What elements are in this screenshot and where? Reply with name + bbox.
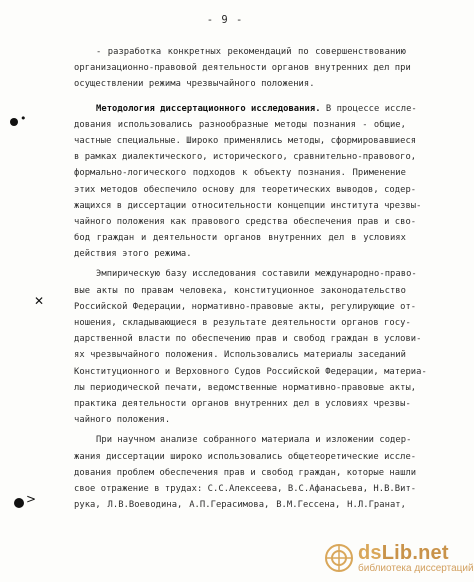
- text-line: жания диссертации широко использовались общетеоретические иссле-: [74, 451, 417, 462]
- margin-mark-3: >: [26, 492, 37, 506]
- margin-mark-1: •: [20, 112, 27, 125]
- text-line: ях чрезвычайного положения. Использовались материалы заседаний: [74, 350, 406, 361]
- text-line: осуществлении режима чрезвычайного положения.: [74, 79, 315, 90]
- margin-dot-2: [14, 498, 24, 508]
- dslib-watermark[interactable]: [324, 541, 474, 574]
- text-line: чайного положения.: [74, 415, 171, 426]
- text-fragment: В процессе иссле-: [320, 103, 417, 114]
- text-line: лы периодической печати, ведомственные нормативно-правовые акты,: [74, 382, 417, 393]
- margin-mark-2: ✕: [34, 294, 45, 308]
- paragraph-4: [74, 432, 417, 513]
- text-line: жащихся в диссертации относительности концепции института чрезвы-: [74, 200, 422, 211]
- text-line: формально-логического подходов к объекту познания. Применение: [74, 168, 406, 179]
- paragraph-3: [74, 266, 427, 428]
- document-body: [74, 44, 427, 513]
- text-line: частные специальные. Широко применялись методы, сформировавшиеся: [74, 135, 417, 146]
- dslib-tagline: библиотека диссертаций: [358, 562, 474, 574]
- text-line: [74, 101, 417, 117]
- text-line: Конституционного и Верховного Судов Российской Федерации, материа-: [74, 366, 427, 377]
- text-line: организационно-правовой деятельности органов внутренних дел при: [74, 63, 411, 74]
- text-line: действия этого режима.: [74, 249, 192, 260]
- text-line: в рамках диалектического, исторического, сравнительно-правового,: [74, 152, 417, 163]
- dslib-text: [358, 543, 474, 574]
- text-line: - разработка конкретных рекомендаций по совершенствованию: [96, 47, 406, 57]
- text-line: рука, Л.В.Воеводина, А.П.Герасимова, В.М.Гессена, Н.Л.Гранат,: [74, 500, 406, 511]
- dslib-site-suffix: Lib.net: [381, 541, 449, 564]
- text-line: Эмпирическую базу исследования составили международно-право-: [96, 269, 417, 280]
- dslib-site-prefix: ds: [358, 541, 382, 564]
- text-line: вые акты по правам человека, конституционное законодательство: [74, 285, 406, 296]
- text-line: При научном анализе собранного материала и изложении содер-: [96, 435, 412, 446]
- text-line: практика деятельности органов внутренних дел в условиях чрезвы-: [74, 398, 411, 409]
- text-line: Российской Федерации, нормативно-правовые акты, регулирующие от-: [74, 301, 417, 312]
- page-number: - 9 -: [206, 14, 244, 26]
- paragraph-1: [74, 44, 411, 93]
- text-line: дования использовались разнообразные методы познания - общие,: [74, 119, 406, 130]
- section-heading: Методология диссертационного исследования.: [96, 103, 321, 114]
- text-line: ношения, складывающиеся в результате деятельности органов госу-: [74, 318, 411, 328]
- text-line: свое отражение в трудах: С.С.Алексеева, В.С.Афанасьева, Н.В.Вит-: [74, 483, 417, 494]
- text-line: бод граждан и деятельности органов внутренних дел в условиях: [74, 233, 406, 244]
- text-line: дарственной власти по обеспечению прав и свобод граждан в услови-: [74, 334, 422, 345]
- text-line: чайного положения как правового средства обеспечения прав и сво-: [74, 216, 417, 227]
- paragraph-2: [74, 101, 422, 263]
- text-line: дования проблем обеспечения прав и свобод граждан, которые нашли: [74, 467, 417, 478]
- dslib-site-name: [358, 543, 474, 563]
- text-line: этих методов обеспечило основу для теоретических выводов, содер-: [74, 184, 417, 195]
- dslib-logo-icon: [324, 543, 354, 573]
- margin-dot-1: [10, 118, 18, 126]
